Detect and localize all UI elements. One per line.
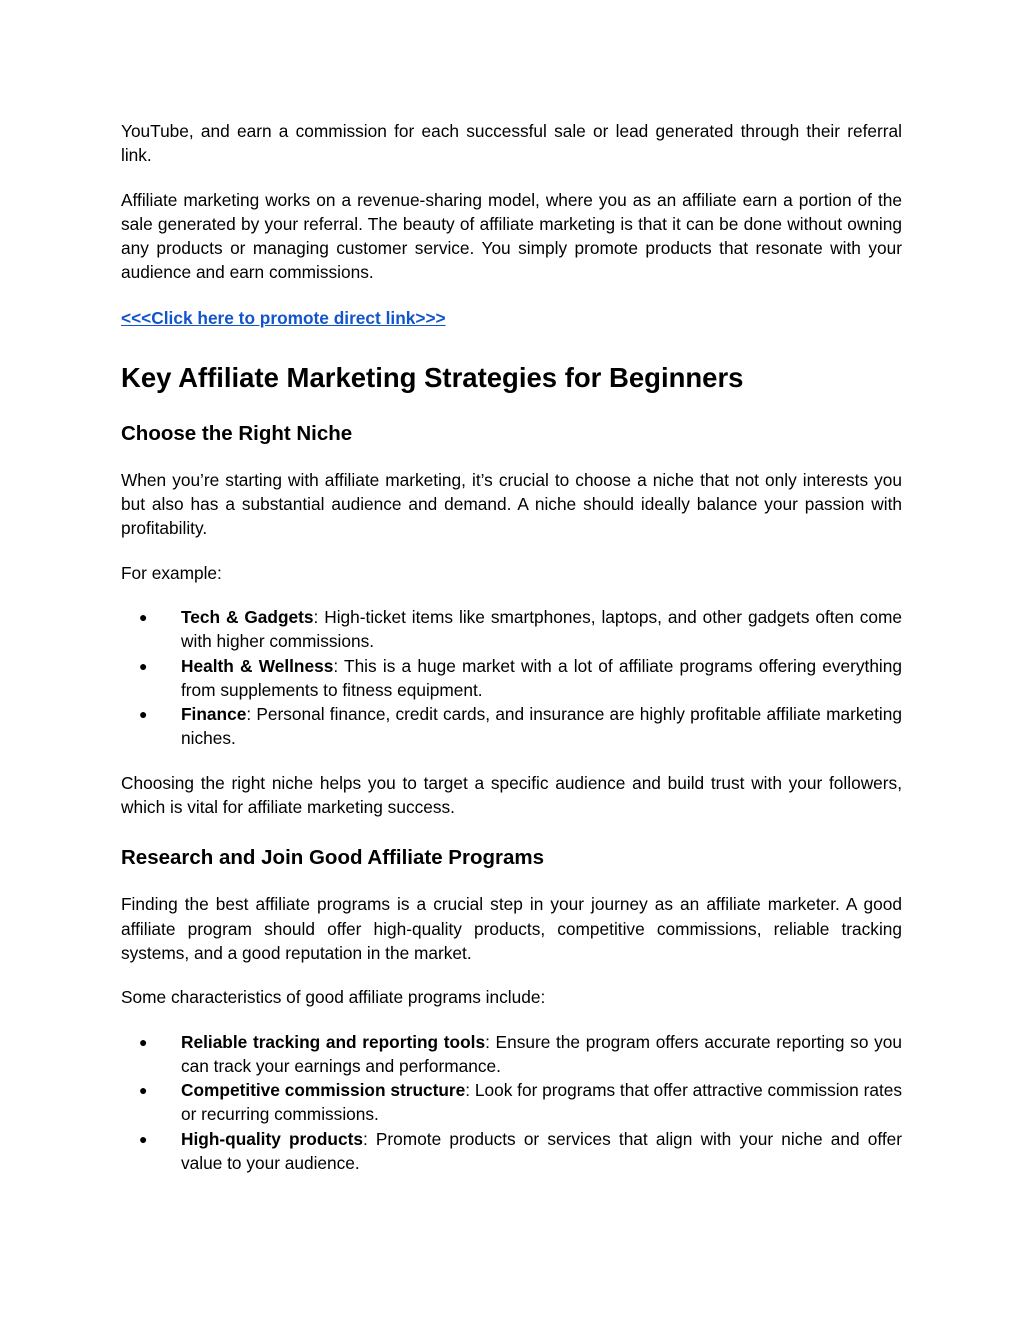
- list-item-term: Health & Wellness: [181, 655, 334, 676]
- section-heading-affiliate-programs: Research and Join Good Affiliate Programs: [121, 846, 545, 870]
- bullet-icon: ●: [139, 657, 148, 674]
- programs-paragraph-1: Finding the best affiliate programs is a crucial step in your journey as an affiliate marketer. A good affiliate program should offer high-quality products, competitive commissions, reliable tracking systems, and a good reputation in the market.: [121, 894, 902, 963]
- list-item-text: : Promote products or services that align with your niche and offer value to your audience.: [181, 1128, 902, 1174]
- bullet-icon: ●: [139, 1082, 148, 1099]
- list-item-term: Tech & Gadgets: [181, 606, 314, 627]
- list-item-text: : High-ticket items like smartphones, laptops, and other gadgets often come with higher commissions.: [181, 606, 902, 652]
- list-item-text: : Look for programs that offer attractive commission rates or recurring commissions.: [181, 1080, 902, 1125]
- list-item-text: : Personal finance, credit cards, and insurance are highly profitable affiliate marketing niches.: [181, 704, 902, 749]
- programs-list: [121, 1030, 902, 1176]
- bullet-icon: ●: [139, 1130, 148, 1147]
- list-item-term: Competitive commission structure: [181, 1080, 466, 1101]
- bullet-icon: ●: [139, 608, 148, 625]
- list-item-text: : Ensure the program offers accurate reporting so you can track your earnings and performance.: [181, 1031, 902, 1076]
- bullet-icon: ●: [139, 706, 148, 723]
- list-item-text: : This is a huge market with a lot of affiliate programs offering everything from supplements to fitness equipment.: [181, 655, 902, 700]
- intro-paragraph-2: Affiliate marketing works on a revenue-sharing model, where you as an affiliate earn a portion of the sale generated by your referral. The beauty of affiliate marketing is that it can be done without owning any products or managing customer service. You simply promote products that resonate with your audience and earn commissions.: [121, 189, 902, 283]
- niche-paragraph-3: Choosing the right niche helps you to target a specific audience and build trust with your followers, which is vital for affiliate marketing success.: [121, 772, 902, 818]
- bullet-icon: ●: [139, 1033, 148, 1050]
- main-heading: Key Affiliate Marketing Strategies for Beginners: [121, 361, 744, 393]
- list-item-term: Finance: [181, 704, 247, 725]
- list-item: [121, 1030, 902, 1079]
- list-item: [121, 702, 902, 751]
- section-heading-choose-niche: Choose the Right Niche: [121, 421, 353, 445]
- intro-paragraph-1: YouTube, and earn a commission for each successful sale or lead generated through their referral link.: [121, 121, 902, 166]
- list-item: [121, 654, 902, 703]
- niche-list: [121, 605, 902, 751]
- promo-link-line: [121, 306, 902, 330]
- promote-direct-link[interactable]: <<<Click here to promote direct link>>>: [121, 307, 446, 328]
- list-item-term: High-quality products: [181, 1128, 363, 1149]
- list-item: [121, 1127, 902, 1176]
- niche-paragraph-1: When you’re starting with affiliate marketing, it’s crucial to choose a niche that not only interests you but also has a substantial audience and demand. A niche should ideally balance your passion with profitability.: [121, 469, 902, 539]
- list-item: [121, 1078, 902, 1127]
- list-item: [121, 605, 902, 654]
- list-item-term: Reliable tracking and reporting tools: [181, 1031, 486, 1052]
- niche-paragraph-example: For example:: [121, 562, 222, 583]
- programs-paragraph-2: Some characteristics of good affiliate programs include:: [121, 987, 546, 1008]
